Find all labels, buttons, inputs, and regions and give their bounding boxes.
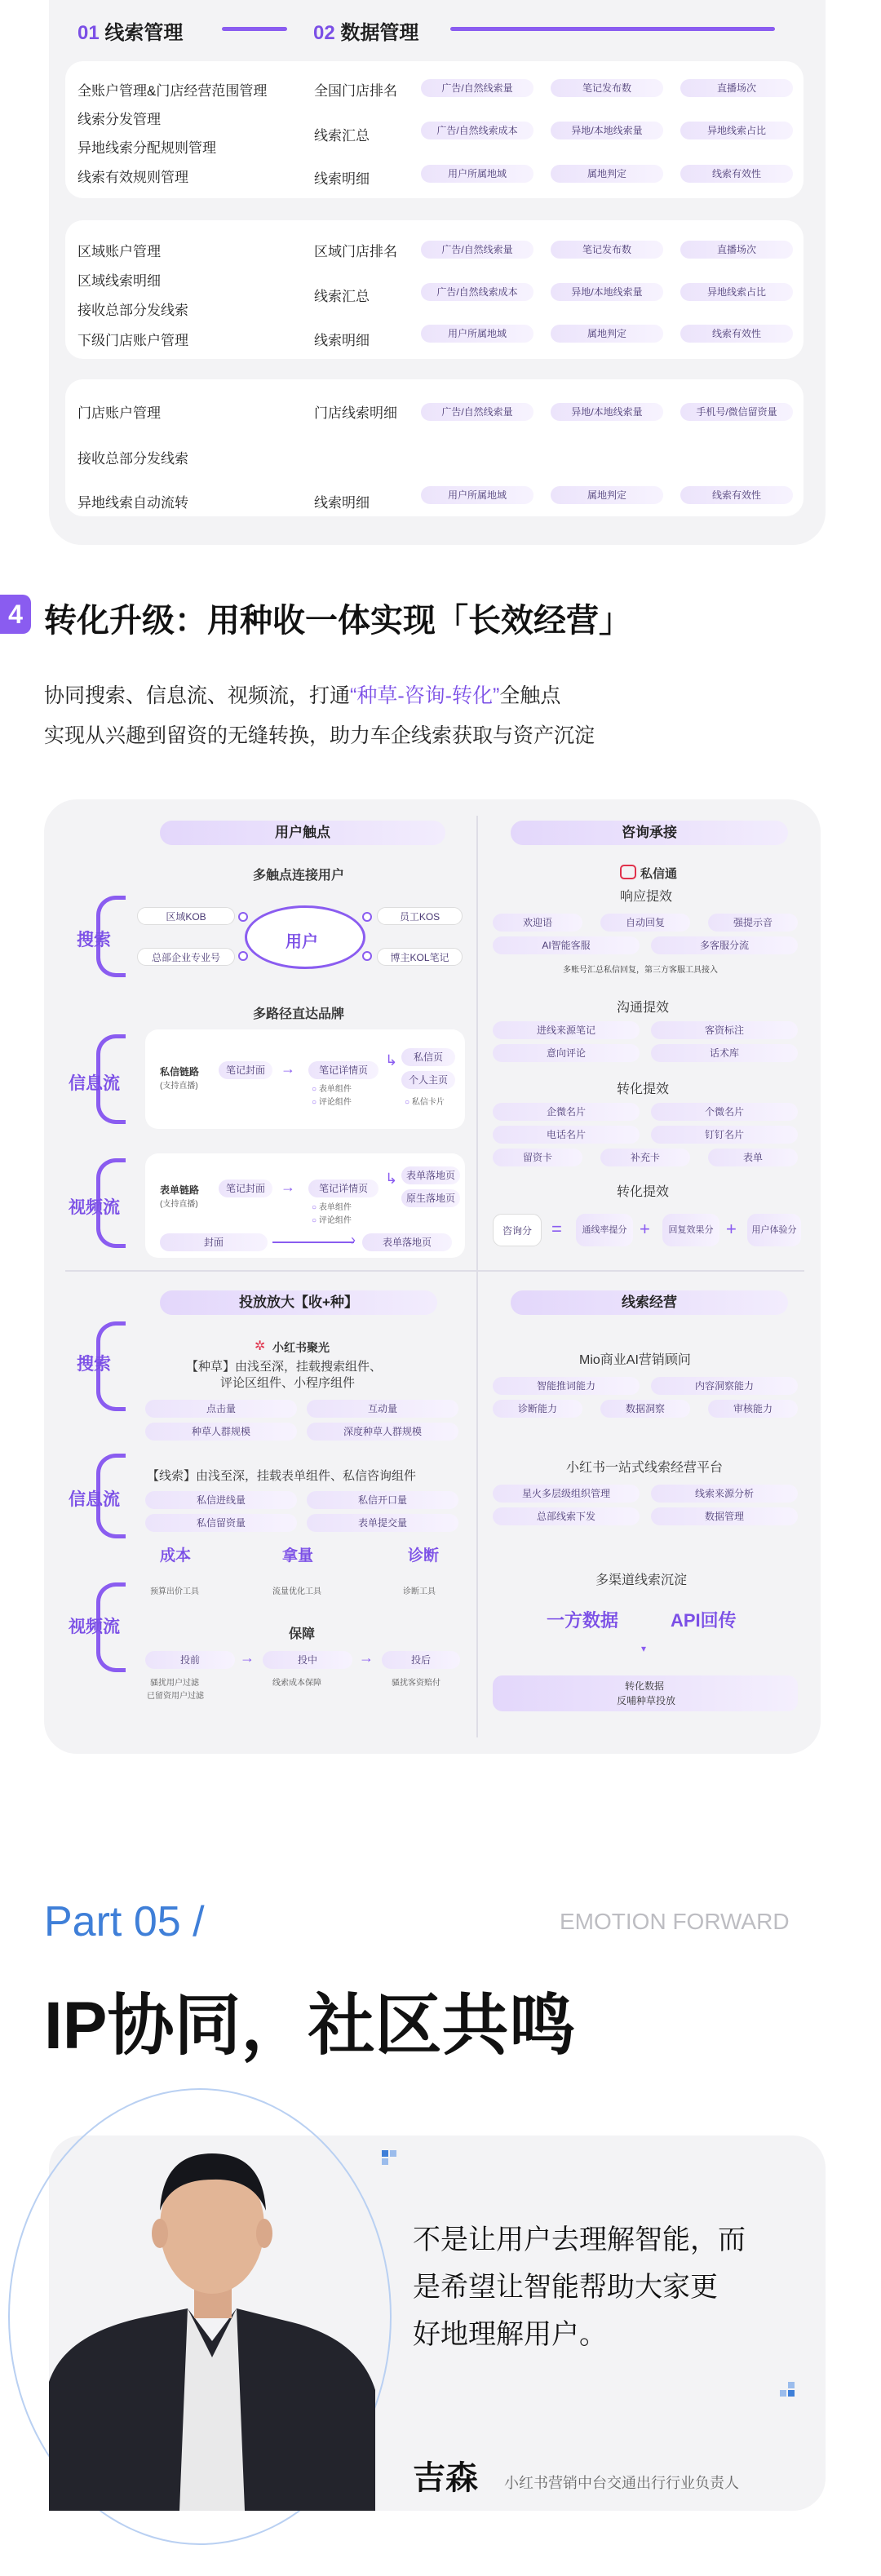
support-live-label: (支持直播) <box>160 1082 198 1091</box>
pill-form-land: 表单落地页 <box>401 1166 460 1184</box>
pill-private-page: 私信页 <box>401 1048 455 1066</box>
row2-pill: 线索有效性 <box>680 325 793 343</box>
pill-note-cover-2: 笔记封面 <box>219 1180 272 1197</box>
form-chain-label: 表单链路 <box>160 1184 200 1196</box>
node-dot <box>362 951 372 961</box>
ear <box>152 2219 168 2248</box>
row2-pill: 直播场次 <box>680 241 793 259</box>
equals-sign: = <box>551 1219 562 1239</box>
score-pill: 用户体验分 <box>747 1214 801 1246</box>
first-party-label: 一方数据 <box>547 1610 619 1631</box>
row1-mid-3: 线索明细 <box>314 171 370 187</box>
convert-pill: 留资卡 <box>493 1149 582 1166</box>
row1-left-1: 全账户管理&门店经营范围管理 <box>77 83 268 99</box>
feed-label: 信息流 <box>69 1074 120 1093</box>
row3-pill: 手机号/微信留资量 <box>680 403 793 421</box>
consult-pill: 欢迎语 <box>493 914 582 932</box>
diag-tool: 诊断工具 <box>403 1587 436 1596</box>
consult-pill: 强提示音 <box>708 914 798 932</box>
row1-left-3: 异地线索分配规则管理 <box>77 140 216 156</box>
para-text-c: 全触点 <box>499 684 561 707</box>
comment-comp-label: ○ 评论组件 <box>312 1098 352 1107</box>
pill-kol-notes: 博主KOL笔记 <box>377 948 463 966</box>
diag-label: 诊断 <box>408 1547 440 1565</box>
convert-data-line1: 转化数据 <box>625 1680 665 1692</box>
sxt-label: 私信通 <box>640 867 678 881</box>
multi-path-title: 多路径直达品牌 <box>253 1007 345 1021</box>
arrow-icon: → <box>240 1649 255 1666</box>
pill-area-kob: 区域KOB <box>137 907 235 925</box>
row1-pill: 异地/本地线索量 <box>551 122 663 139</box>
row1-pill: 笔记发布数 <box>551 79 663 97</box>
row3-pill: 属地判定 <box>551 486 663 504</box>
pill-note-detail: 笔记详情页 <box>308 1061 379 1079</box>
stop-pill: 星火多层级组织管理 <box>493 1485 640 1503</box>
row2-pill: 广告/自然线索成本 <box>421 283 533 301</box>
arrow-icon: › <box>351 1232 356 1248</box>
comment-comp-text-2: 评论组件 <box>318 1216 352 1225</box>
portrait-image <box>49 2088 392 2511</box>
convert-pill: 企微名片 <box>493 1103 640 1121</box>
shirt <box>179 2308 245 2511</box>
row3-pill: 线索有效性 <box>680 486 793 504</box>
support-live-label-2: (支持直播) <box>160 1200 198 1209</box>
stop-pill: 总部线索下发 <box>493 1507 640 1525</box>
convert-title: 转化提效 <box>617 1082 670 1096</box>
api-label: API回传 <box>671 1610 737 1631</box>
row2-left-1: 区域账户管理 <box>77 244 161 259</box>
row2-mid-1: 区域门店排名 <box>314 244 397 259</box>
tab1-underline <box>222 27 287 31</box>
row2-mid-2: 线索汇总 <box>314 289 370 304</box>
score-pill: 咨询分 <box>493 1214 542 1246</box>
channel-pill: 客资标注 <box>651 1021 798 1039</box>
boost-pill: 点击量 <box>145 1400 297 1418</box>
arrow-icon: → <box>359 1649 374 1666</box>
xs-pill: 私信进线量 <box>145 1491 297 1509</box>
row2-left-4: 下级门店账户管理 <box>77 333 188 348</box>
row3-mid-1: 门店线索明细 <box>314 405 397 421</box>
mio-pill: 智能推词能力 <box>493 1377 640 1395</box>
para-highlight: “种草-咨询-转化” <box>350 684 500 707</box>
arrow-icon: ↳ <box>385 1052 398 1069</box>
quote-line-3: 好地理解用户。 <box>413 2319 607 2350</box>
jg-star-icon: ✲ <box>255 1339 266 1353</box>
evaluate-title: 转化提效 <box>617 1185 670 1199</box>
multi-connect-title: 多触点连接用户 <box>253 869 345 883</box>
speaker-role: 小红书营销中台交通出行行业负责人 <box>504 2475 739 2491</box>
mio-title: Mio商业AI营销顾问 <box>579 1353 691 1367</box>
quote-line-2: 是希望让智能帮助大家更 <box>413 2272 718 2303</box>
plus-sign: + <box>726 1219 737 1239</box>
comment-comp-label-2: ○ 评论组件 <box>312 1216 352 1225</box>
cover-arrow-line <box>272 1242 354 1243</box>
xs-pill: 私信开口量 <box>307 1491 458 1509</box>
row3-pill: 异地/本地线索量 <box>551 403 663 421</box>
gain-tool: 流量优化工具 <box>272 1587 321 1596</box>
emotion-label: EMOTION FORWARD <box>560 1909 790 1934</box>
pill-native-land: 原生落地页 <box>401 1189 460 1207</box>
convert-pill: 表单 <box>708 1149 798 1166</box>
xs-pill: 表单提交量 <box>307 1514 458 1532</box>
ear <box>256 2219 272 2248</box>
vertical-divider <box>476 816 478 1737</box>
respond-title: 响应提效 <box>620 890 673 904</box>
channel-title: 沟通提效 <box>617 1001 670 1015</box>
gain-label: 拿量 <box>282 1547 314 1565</box>
xs-line: 【线索】由浅至深，挂载表单组件、私信咨询组件 <box>147 1469 417 1483</box>
row3-left-1: 门店账户管理 <box>77 405 161 421</box>
mid-note: 线索成本保障 <box>272 1679 321 1688</box>
channel-pill: 话术库 <box>651 1044 798 1062</box>
sxt-logo-icon <box>620 865 636 879</box>
channel-pill: 意向评论 <box>493 1044 640 1062</box>
row2-pill: 笔记发布数 <box>551 241 663 259</box>
row2-pill: 异地/本地线索量 <box>551 283 663 301</box>
row1-mid-1: 全国门店排名 <box>314 83 397 99</box>
video-label: 视频流 <box>69 1198 120 1217</box>
pill-note-detail-2: 笔记详情页 <box>308 1180 379 1197</box>
pre-note-1: 骚扰用户过滤 <box>150 1679 199 1688</box>
node-dot <box>238 912 248 922</box>
row1-mid-2: 线索汇总 <box>314 128 370 144</box>
row3-pill: 广告/自然线索量 <box>421 403 533 421</box>
form-comp-text: 表单组件 <box>318 1085 352 1094</box>
channel-pill: 进线来源笔记 <box>493 1021 640 1039</box>
jg-label: 小红书聚光 <box>272 1341 330 1354</box>
zc-line2: 评论区组件、小程序组件 <box>220 1376 356 1390</box>
quote-dots-icon <box>382 2150 400 2168</box>
post-pill: 投后 <box>382 1651 460 1669</box>
mid-pill: 投中 <box>263 1651 352 1669</box>
boost-pill: 种草人群规模 <box>145 1423 297 1441</box>
convert-pill: 钉钉名片 <box>651 1126 798 1144</box>
row3-mid-2: 线索明细 <box>314 495 370 511</box>
row2-pill: 用户所属地域 <box>421 325 533 343</box>
row1-left-4: 线索有效规则管理 <box>77 170 188 185</box>
cost-tool: 预算出价工具 <box>150 1587 199 1596</box>
private-card-label: ○ 私信卡片 <box>405 1098 445 1107</box>
row1-pill: 直播场次 <box>680 79 793 97</box>
speaker-name: 吉森 <box>413 2460 478 2496</box>
pill-hq-account: 总部企业专业号 <box>137 948 235 966</box>
score-pill: 回复效果分 <box>662 1214 719 1246</box>
pill-cover: 封面 <box>160 1233 268 1251</box>
row1-pill: 属地判定 <box>551 165 663 183</box>
multi-account-note: 多账号汇总私信回复，第三方客服工具接入 <box>563 966 718 975</box>
mio-pill: 数据洞察 <box>600 1400 690 1418</box>
row1-pill: 广告/自然线索量 <box>421 79 533 97</box>
private-card-text: 私信卡片 <box>411 1098 445 1107</box>
comment-comp-text: 评论组件 <box>318 1098 352 1107</box>
cost-label: 成本 <box>160 1547 192 1565</box>
quote-line-1: 不是让用户去理解智能，而 <box>413 2224 746 2255</box>
one-stop-title: 小红书一站式线索经营平台 <box>566 1461 724 1475</box>
tab1-number: 01 <box>77 22 100 44</box>
feed2-label: 信息流 <box>69 1490 120 1509</box>
pre-pill: 投前 <box>145 1651 235 1669</box>
consult-pill: 多客服分流 <box>651 936 798 954</box>
mio-pill: 诊断能力 <box>493 1400 582 1418</box>
tab-clue-management <box>77 16 183 45</box>
tab-data-management <box>313 16 418 45</box>
consult-pill: AI智能客服 <box>493 936 640 954</box>
node-dot <box>238 951 248 961</box>
search2-label: 搜索 <box>77 1355 111 1374</box>
arrow-icon: → <box>281 1179 295 1195</box>
row1-pill: 用户所属地域 <box>421 165 533 183</box>
row1-pill: 异地线索占比 <box>680 122 793 139</box>
section-title: 转化升级：用种收一体实现「长效经营」 <box>44 603 631 639</box>
convert-pill: 个微名片 <box>651 1103 798 1121</box>
post-note: 骚扰客资赔付 <box>392 1679 440 1688</box>
user-label: 用户 <box>286 933 318 951</box>
tab2-underline <box>450 27 775 31</box>
boost-pill: 深度种草人群规模 <box>307 1423 458 1441</box>
row3-left-2: 接收总部分发线索 <box>77 451 188 467</box>
pill-personal-home: 个人主页 <box>401 1071 455 1089</box>
row3-left-3: 异地线索自动流转 <box>77 495 188 511</box>
row1-pill: 广告/自然线索成本 <box>421 122 533 139</box>
convert-pill: 电话名片 <box>493 1126 640 1144</box>
tab2-number: 02 <box>313 22 335 44</box>
mio-pill: 审核能力 <box>708 1400 798 1418</box>
pill-staff-kos: 员工KOS <box>377 907 463 925</box>
section-paragraph-line2: 实现从兴趣到留资的无缝转换，助力车企线索获取与资产沉淀 <box>44 724 595 747</box>
section-number-badge: 4 <box>0 595 31 634</box>
header-clue-ops: 线索经营 <box>511 1290 788 1315</box>
mio-pill: 内容洞察能力 <box>651 1377 798 1395</box>
tab1-label: 线索管理 <box>104 22 184 44</box>
arrow-icon: ↳ <box>385 1171 398 1187</box>
part-title: IP协同，社区共鸣 <box>44 1989 576 2063</box>
form-comp-label-2: ○ 表单组件 <box>312 1203 352 1212</box>
search-label: 搜索 <box>77 931 111 949</box>
form-comp-text-2: 表单组件 <box>318 1203 352 1212</box>
row1-pill: 线索有效性 <box>680 165 793 183</box>
down-chevron-icon: ▾ <box>641 1643 647 1654</box>
zc-line1: 【种草】由浅至深，挂载搜索组件、 <box>186 1360 383 1374</box>
boost-pill: 互动量 <box>307 1400 458 1418</box>
video2-label: 视频流 <box>69 1618 120 1636</box>
pill-note-cover: 笔记封面 <box>219 1061 272 1079</box>
row2-left-3: 接收总部分发线索 <box>77 303 188 318</box>
header-user-touchpoints: 用户触点 <box>160 821 445 845</box>
horizontal-divider <box>65 1270 804 1272</box>
section-paragraph-line1 <box>44 679 560 709</box>
convert-pill: 补充卡 <box>600 1149 690 1166</box>
tab2-label: 数据管理 <box>340 22 419 44</box>
stop-pill: 数据管理 <box>651 1507 798 1525</box>
convert-data-line2: 反哺种草投放 <box>617 1695 676 1706</box>
row2-pill: 属地判定 <box>551 325 663 343</box>
arrow-icon: → <box>281 1060 295 1077</box>
multi-channel-title: 多渠道线索沉淀 <box>595 1573 688 1587</box>
part-label: Part 05 / <box>44 1898 205 1945</box>
score-pill: 通线率提分 <box>576 1214 633 1246</box>
row2-mid-3: 线索明细 <box>314 333 370 348</box>
para-text-a: 协同搜索、信息流、视频流，打通 <box>44 684 351 707</box>
consult-pill: 自动回复 <box>600 914 690 932</box>
row2-pill: 广告/自然线索量 <box>421 241 533 259</box>
stop-pill: 线索来源分析 <box>651 1485 798 1503</box>
node-dot <box>362 912 372 922</box>
row3-pill: 用户所属地域 <box>421 486 533 504</box>
header-consult: 咨询承接 <box>511 821 788 845</box>
row2-left-2: 区域线索明细 <box>77 273 161 289</box>
xs-pill: 私信留资量 <box>145 1514 297 1532</box>
pre-note-2: 已留资用户过滤 <box>147 1692 204 1701</box>
header-boost: 投放放大【收+种】 <box>160 1290 437 1315</box>
plus-sign: + <box>640 1219 650 1239</box>
form-comp-label: ○ 表单组件 <box>312 1085 352 1094</box>
row1-left-2: 线索分发管理 <box>77 112 161 127</box>
pill-form-land-2: 表单落地页 <box>362 1233 452 1251</box>
private-chain-label: 私信链路 <box>160 1066 200 1078</box>
row2-pill: 异地线索占比 <box>680 283 793 301</box>
quote-dots-icon <box>780 2382 798 2400</box>
guarantee-title: 保障 <box>289 1627 316 1641</box>
